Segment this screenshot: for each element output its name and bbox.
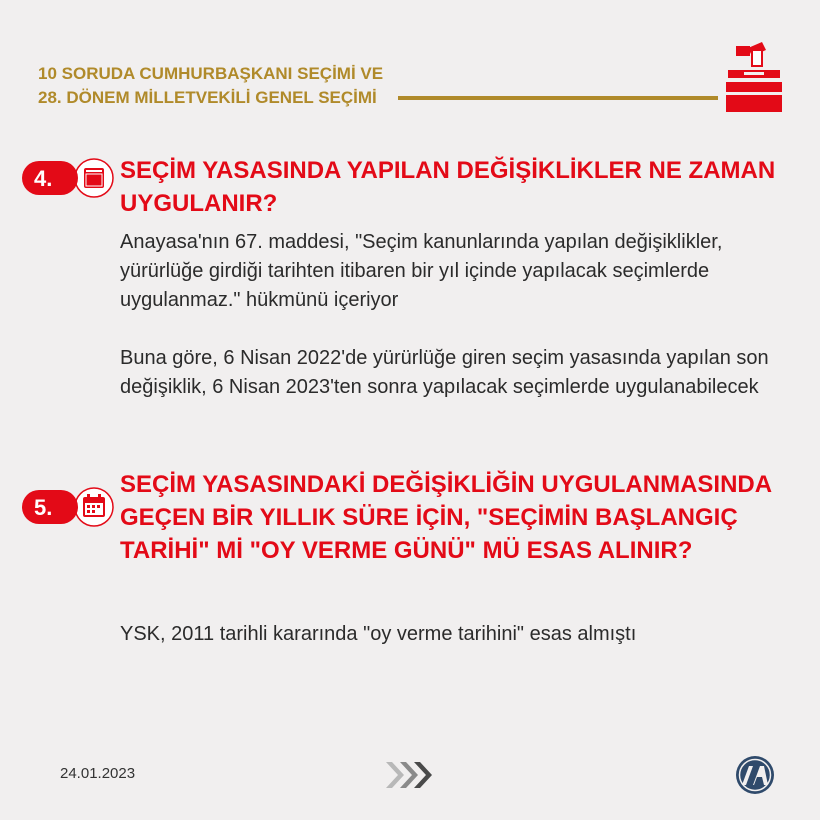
question-5-title: SEÇİM YASASINDAKİ DEĞİŞİKLİĞİN UYGULANMASINDA GEÇEN BİR YILLIK SÜRE İÇİN, "SEÇİMİN BAŞLANGIÇ TARİHİ" Mİ "OY VERME GÜNÜ" MÜ ESAS ALINIR?	[120, 471, 772, 564]
chevrons-right-icon[interactable]	[384, 760, 436, 790]
question-4-title: SEÇİM YASASINDA YAPILAN DEĞİŞİKLİKLER NE ZAMAN UYGULANIR?	[120, 157, 776, 217]
ballot-box-icon	[722, 40, 786, 112]
question-4-paragraph-1: Anayasa'nın 67. maddesi, "Seçim kanunlarında yapılan değişiklikler, yürürlüğe girdiği tarihten itibaren bir yıl içinde yapılacak seçimlerde uygulanmaz." hükmünü içeriyor	[120, 231, 723, 311]
aa-logo-icon	[735, 755, 775, 795]
question-4-answer	[120, 228, 780, 402]
question-4-paragraph-2: Buna göre, 6 Nisan 2022'de yürürlüğe giren seçim yasasında yapılan son değişiklik, 6 Nisan 2023'ten sonra yapılacak seçimlerde uygulanabilecek	[120, 347, 769, 398]
calendar-icon	[83, 494, 105, 517]
question-5-answer	[120, 620, 640, 649]
question-4-number: 4.	[34, 166, 53, 191]
header-title	[38, 62, 383, 110]
question-4-badge	[22, 158, 116, 198]
header-title-line-2: 28. DÖNEM MİLLETVEKİLİ GENEL SEÇİMİ	[38, 88, 377, 107]
question-5-paragraph-1: YSK, 2011 tarihli kararında "oy verme tarihini" esas almıştı	[120, 623, 637, 645]
question-5-badge	[22, 487, 116, 527]
header-divider	[398, 96, 718, 100]
question-5-number: 5.	[34, 495, 53, 520]
publish-date: 24.01.2023	[60, 765, 136, 782]
header-title-line-1: 10 SORUDA CUMHURBAŞKANI SEÇİMİ VE	[38, 64, 384, 83]
book-icon	[84, 168, 104, 188]
